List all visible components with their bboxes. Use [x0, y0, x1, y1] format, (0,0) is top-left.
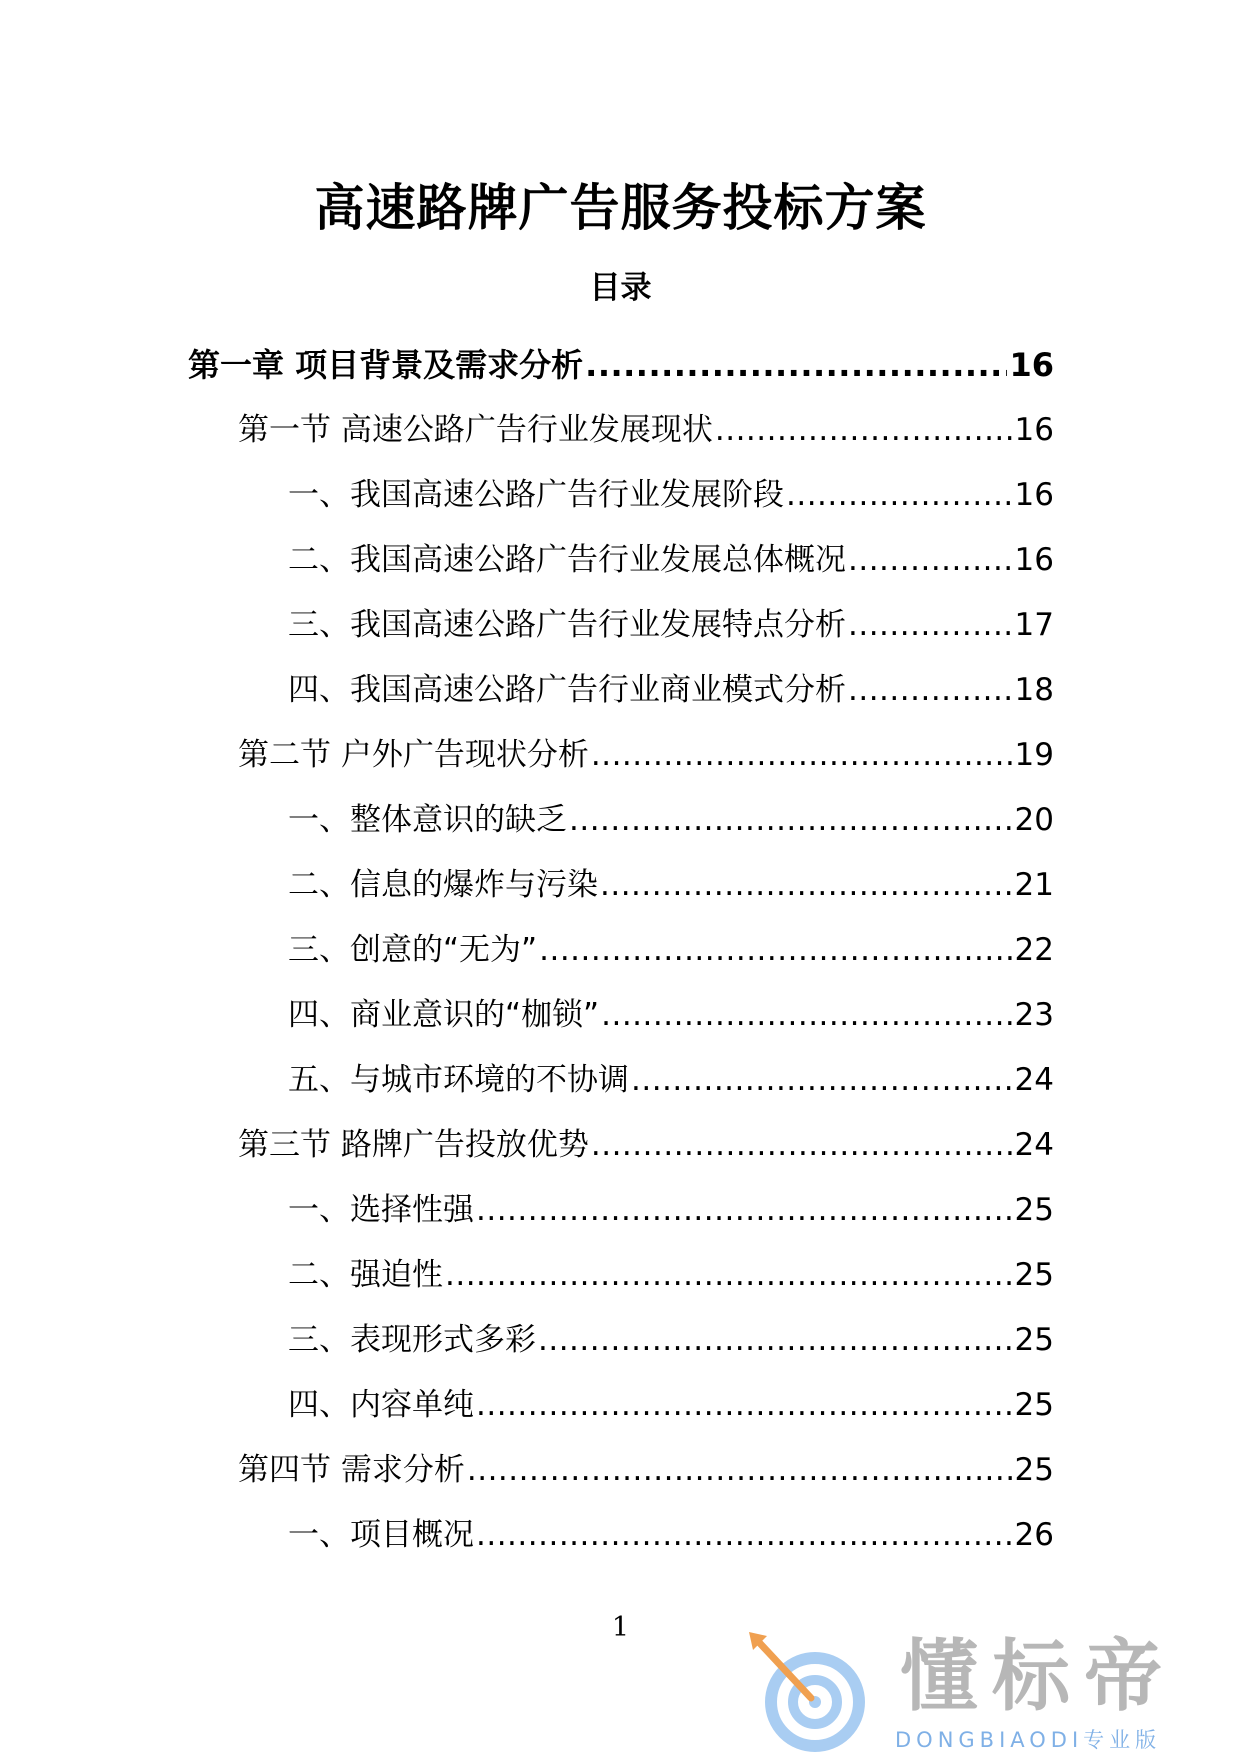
toc-entry-label: 五、与城市环境的不协调: [288, 1061, 629, 1098]
toc-entry[interactable]: [288, 1177, 1054, 1242]
toc-entry-label: 四、我国高速公路广告行业商业模式分析: [288, 671, 846, 708]
toc-entry-label: 二、我国高速公路广告行业发展总体概况: [288, 541, 846, 578]
toc-entry-label: 第四节 需求分析: [238, 1451, 465, 1488]
toc-entry[interactable]: [238, 1437, 1054, 1502]
watermark-brand: 懂标帝: [900, 1632, 1177, 1722]
toc-entry-label: 一、项目概况: [288, 1516, 474, 1553]
toc-entry-page: 16: [1014, 411, 1054, 448]
toc-entry[interactable]: [188, 332, 1054, 397]
toc-leader-dots: [601, 995, 1012, 1035]
toc-entry-page: 25: [1014, 1451, 1054, 1488]
toc-leader-dots: [476, 1515, 1013, 1555]
toc-entry[interactable]: [238, 1112, 1054, 1177]
toc-leader-dots: [467, 1450, 1013, 1490]
toc-leader-dots: [476, 1190, 1013, 1230]
toc-leader-dots: [631, 1060, 1013, 1100]
toc-leader-dots: [715, 410, 1013, 450]
toc-entry[interactable]: [288, 527, 1054, 592]
toc-entry-page: 21: [1014, 866, 1054, 903]
toc-entry-label: 第一章 项目背景及需求分析: [188, 345, 584, 384]
toc-entry[interactable]: [288, 1307, 1054, 1372]
toc-leader-dots: [445, 1255, 1013, 1295]
toc-entry[interactable]: [288, 787, 1054, 852]
toc-entry-label: 二、信息的爆炸与污染: [288, 866, 598, 903]
toc-entry-page: 25: [1014, 1321, 1054, 1358]
document-title: 高速路牌广告服务投标方案: [314, 179, 927, 237]
toc-entry-page: 16: [1014, 541, 1054, 578]
toc-entry[interactable]: [238, 397, 1054, 462]
toc-leader-dots: [600, 865, 1013, 905]
watermark-subtitle: DONGBIAODI专业版: [895, 1728, 1162, 1752]
toc-entry-page: 26: [1014, 1516, 1054, 1553]
toc-leader-dots: [569, 800, 1013, 840]
toc-entry-label: 三、表现形式多彩: [288, 1321, 536, 1358]
toc-heading: 目录: [589, 270, 652, 306]
toc-leader-dots: [539, 930, 1012, 970]
toc-entry[interactable]: [288, 1372, 1054, 1437]
toc-leader-dots: [848, 540, 1013, 580]
toc-entry-label: 第一节 高速公路广告行业发展现状: [238, 411, 713, 448]
toc-entry-page: 16: [1014, 476, 1054, 513]
watermark: [745, 1630, 1241, 1754]
toc-entry-label: 二、强迫性: [288, 1256, 443, 1293]
toc-entry-label: 一、整体意识的缺乏: [288, 801, 567, 838]
toc-entry-page: 19: [1014, 736, 1054, 773]
toc-entry[interactable]: [288, 657, 1054, 722]
toc-entry[interactable]: [288, 982, 1054, 1047]
toc-leader-dots: [848, 670, 1013, 710]
toc-entry-page: 17: [1014, 606, 1054, 643]
toc-entry-label: 第三节 路牌广告投放优势: [238, 1126, 589, 1163]
toc-entry-page: 22: [1014, 931, 1054, 968]
toc-leader-dots: [585, 345, 1007, 385]
toc-entry-page: 16: [1009, 345, 1054, 384]
toc-entry-label: 一、我国高速公路广告行业发展阶段: [288, 476, 784, 513]
target-dart-icon: [745, 1630, 875, 1754]
toc-entry[interactable]: [288, 592, 1054, 657]
toc-entry-label: 三、我国高速公路广告行业发展特点分析: [288, 606, 846, 643]
toc-leader-dots: [538, 1320, 1013, 1360]
toc-entry-label: 四、商业意识的“枷锁”: [288, 996, 600, 1033]
toc-leader-dots: [786, 475, 1013, 515]
toc-entry[interactable]: [288, 852, 1054, 917]
toc-entry-label: 一、选择性强: [288, 1191, 474, 1228]
toc-entry[interactable]: [288, 1047, 1054, 1112]
toc-leader-dots: [591, 735, 1013, 775]
toc-entry-label: 第二节 户外广告现状分析: [238, 736, 589, 773]
toc-entry-page: 24: [1014, 1061, 1054, 1098]
toc-entry-label: 四、内容单纯: [288, 1386, 474, 1423]
toc-entry-page: 20: [1014, 801, 1054, 838]
page-number: 1: [611, 1612, 630, 1643]
toc-entry[interactable]: [288, 462, 1054, 527]
toc-leader-dots: [591, 1125, 1013, 1165]
toc-entry[interactable]: [238, 722, 1054, 787]
toc-entry-page: 23: [1014, 996, 1054, 1033]
toc-entry[interactable]: [288, 917, 1054, 982]
toc-leader-dots: [476, 1385, 1013, 1425]
toc-entry-page: 24: [1014, 1126, 1054, 1163]
toc-entry-page: 25: [1014, 1386, 1054, 1423]
toc-entry[interactable]: [288, 1242, 1054, 1307]
toc-entry-page: 25: [1014, 1191, 1054, 1228]
toc-entry[interactable]: [288, 1502, 1054, 1567]
toc-leader-dots: [848, 605, 1013, 645]
toc-entry-label: 三、创意的“无为”: [288, 931, 538, 968]
toc-entry-page: 25: [1014, 1256, 1054, 1293]
toc-entry-page: 18: [1014, 671, 1054, 708]
table-of-contents: [0, 332, 1241, 1567]
